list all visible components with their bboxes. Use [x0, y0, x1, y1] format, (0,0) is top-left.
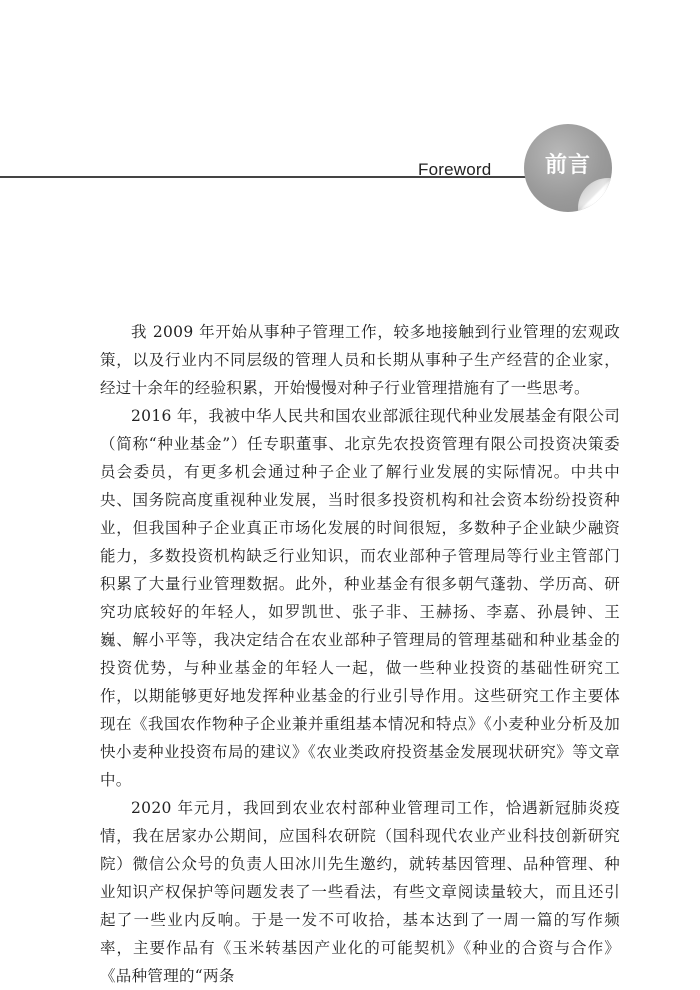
chapter-title: 前言: [544, 153, 591, 178]
paragraph: 我 2009 年开始从事种子管理工作，较多地接触到行业管理的宏观政策，以及行业内不同层级的管理人员和长期从事种子生产经营的企业家，经过十余年的经验积累，开始慢慢对种子行业管理措施有了一些思考。: [100, 323, 620, 397]
body-text: [100, 318, 620, 990]
foreword-title: Foreword: [418, 160, 492, 179]
chapter-badge: [524, 124, 612, 212]
page-curl-icon: [578, 178, 612, 212]
paragraph: 2016 年，我被中华人民共和国农业部派往现代种业发展基金有限公司（简称“种业基金”）任专职董事、北京先农投资管理有限公司投资决策委员会委员，有更多机会通过种子企业了解行业发展的实际情况。中共中央、国务院高度重视种业发展，当时很多投资机构和社会资本纷纷投资种业，但我国种子企业真正市场化发展的时间很短，多数种子企业缺少融资能力，多数投资机构缺乏行业知识，而农业部种子管理局等行业主管部门积累了大量行业管理数据。此外，种业基金有很多朝气蓬勃、学历高、研究功底较好的年轻人，如罗凯世、张子非、王赫扬、李嘉、孙晨钟、王巍、解小平等，我决定结合在农业部种子管理局的管理基础和种业基金的投资优势，与种业基金的年轻人一起，做一些种业投资的基础性研究工作，以期能够更好地发挥种业基金的行业引导作用。这些研究工作主要体现在《我国农作物种子企业兼并重组基本情况和特点》《小麦种业分析及加快小麦种业投资布局的建议》《农业类政府投资基金发展现状研究》等文章中。: [100, 407, 620, 789]
paragraph: 2020 年元月，我回到农业农村部种业管理司工作，恰遇新冠肺炎疫情，我在居家办公期间，应国科农研院（国科现代农业产业科技创新研究院）微信公众号的负责人田冰川先生邀约，就转基因管理、品种管理、种业知识产权保护等问题发表了一些看法，有些文章阅读量较大，而且还引起了一些业内反响。于是一发不可收拾，基本达到了一周一篇的写作频率，主要作品有《玉米转基因产业化的可能契机》《种业的合资与合作》《品种管理的“两条: [100, 799, 620, 985]
